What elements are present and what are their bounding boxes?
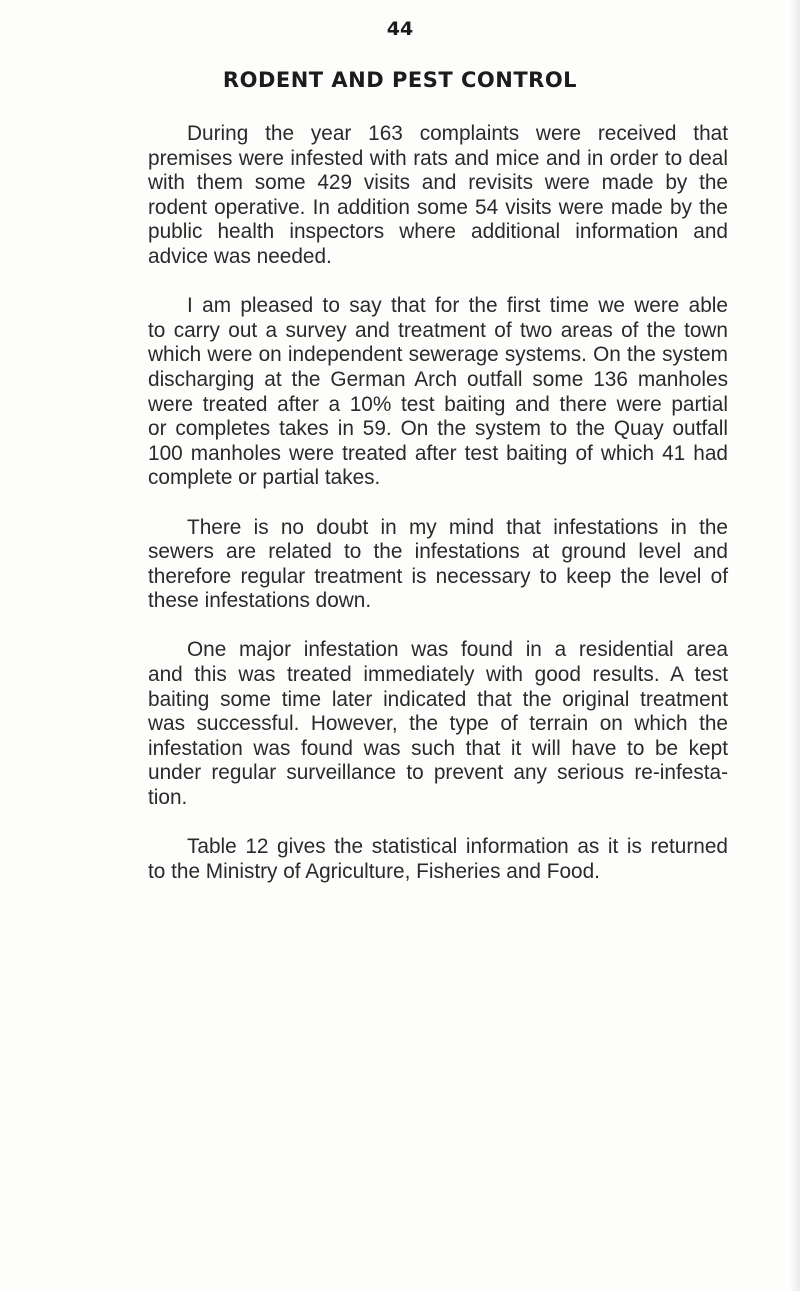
text-line: There is no doubt in my mind that infestations in the	[187, 515, 728, 539]
page-number: 44	[386, 18, 414, 40]
paragraph-complaints	[148, 122, 728, 270]
text-line: was successful. However, the type of terrain on which the	[148, 712, 728, 736]
paragraph-infestations	[148, 516, 728, 614]
paragraph-major-infestation	[148, 638, 728, 810]
text-line: with them some 429 visits and revisits were made by the	[148, 171, 728, 195]
text-line: sewers are related to the infestations at ground level and	[148, 540, 728, 564]
text-line: advice was needed.	[148, 244, 332, 268]
page-title: RODENT AND PEST CONTROL	[222, 68, 578, 92]
text-line: I am pleased to say that for the first time we were able	[187, 294, 728, 318]
text-line: or completes takes in 59. On the system to the Quay outfall	[148, 417, 728, 441]
text-line: tion.	[148, 786, 188, 810]
text-line: these infestations down.	[148, 589, 372, 613]
text-line: infestation was found was such that it will have to be kept	[148, 736, 728, 760]
text-line: rodent operative. In addition some 54 visits were made by the	[148, 195, 728, 219]
paragraph-table-reference	[148, 835, 728, 884]
text-line: During the year 163 complaints were received that	[187, 122, 728, 145]
text-line: baiting some time later indicated that the original treatment	[148, 687, 728, 711]
text-line: and this was treated immediately with good results. A test	[148, 663, 728, 687]
text-line: which were on independent sewerage systems. On the system	[148, 343, 728, 367]
text-line: 100 manholes were treated after test baiting of which 41 had	[148, 441, 728, 465]
text-line: to the Ministry of Agriculture, Fisheries and Food.	[148, 859, 600, 883]
text-line: therefore regular treatment is necessary to keep the level of	[148, 564, 728, 588]
text-line: to carry out a survey and treatment of two areas of the town	[148, 318, 728, 342]
text-line: were treated after a 10% test baiting and there were partial	[148, 392, 728, 416]
paragraph-sewer-survey	[148, 294, 728, 491]
text-line: under regular surveillance to prevent any serious re-infesta-	[148, 761, 728, 785]
body-text	[148, 122, 728, 909]
text-line: Table 12 gives the statistical information as it is returned	[187, 835, 728, 859]
text-line: public health inspectors where additional information and	[148, 220, 728, 244]
text-line: One major infestation was found in a residential area	[187, 638, 728, 662]
page-edge-shadow	[790, 0, 800, 1291]
text-line: complete or partial takes.	[148, 466, 381, 490]
text-line: discharging at the German Arch outfall some 136 manholes	[148, 367, 728, 391]
text-line: premises were infested with rats and mice and in order to deal	[148, 146, 728, 170]
